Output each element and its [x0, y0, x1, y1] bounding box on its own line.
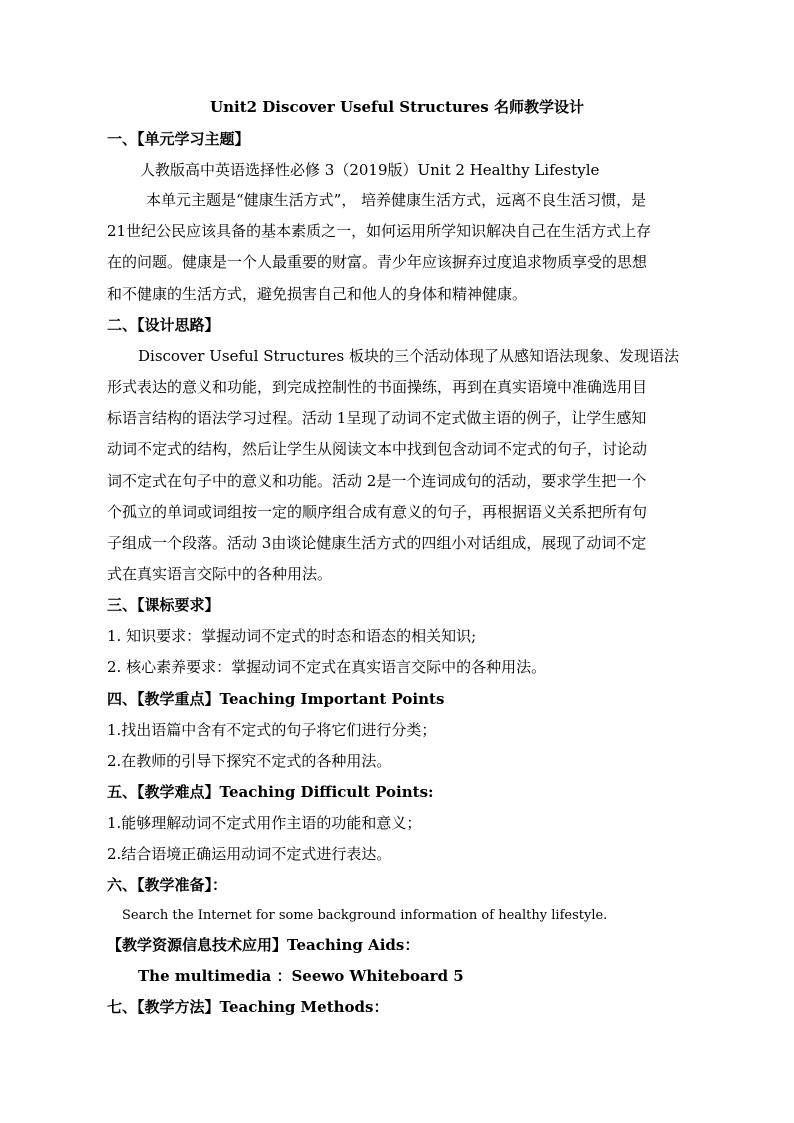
section-2-line-2: 形式表达的意义和功能，到完成控制性的书面操练，再到在真实语境中准确选用目: [107, 378, 648, 396]
section-2-line-3: 标语言结构的语法学习过程。活动 1呈现了动词不定式做主语的例子，让学生感知: [107, 409, 647, 427]
section-3-heading: 三、【课标要求】: [107, 596, 220, 614]
section-1-line-5: 和不健康的生活方式，避免损害自己和他人的身体和精神健康。: [107, 285, 528, 303]
section-4-line-1: 1.找出语篇中含有不定式的句子将它们进行分类；: [107, 721, 437, 739]
section-6-heading: 六、【教学准备】：: [107, 876, 228, 894]
section-1-heading: 一、【单元学习主题】: [107, 130, 250, 148]
section-5-line-2: 2.结合语境正确运用动词不定式进行表达。: [107, 845, 392, 863]
section-2-line-5: 词不定式在句子中的意义和功能。活动 2是一个连词成句的活动，要求学生把一个: [107, 472, 647, 490]
page-title: Unit2 Discover Useful Structures 名师教学设计: [210, 98, 584, 116]
section-4-heading: 四、【教学重点】Teaching Important Points: [107, 690, 445, 708]
section-7-heading: 七、【教学方法】Teaching Methods：: [107, 998, 389, 1016]
section-6-line-1: Search the Internet for some background information of healthy lifestyle.: [122, 908, 608, 923]
section-6-line-3: The multimedia ：Seewo Whiteboard 5: [138, 967, 464, 985]
section-1-line-2: 本单元主题是“健康生活方式”， 培养健康生活方式，远离不良生活习惯，是: [146, 191, 647, 209]
section-2-line-6: 个孤立的单词或词组按一定的顺序组合成有意义的句子，再根据语义关系把所有句: [107, 503, 648, 521]
section-1-line-4: 在的问题。健康是一个人最重要的财富。青少年应该摒弃过度追求物质享受的思想: [107, 253, 648, 271]
section-1-line-3: 21世纪公民应该具备的基本素质之一，如何运用所学知识解决自己在生活方式上存: [107, 222, 652, 240]
section-4-line-2: 2.在教师的引导下探究不定式的各种用法。: [107, 752, 392, 770]
section-2-line-8: 式在真实语言交际中的各种用法。: [107, 565, 333, 583]
section-5-line-1: 1.能够理解动词不定式用作主语的功能和意义；: [107, 814, 422, 832]
section-2-line-4: 动词不定式的结构，然后让学生从阅读文本中找到包含动词不定式的句子，讨论动: [107, 440, 648, 458]
section-3-line-1: 1. 知识要求：掌握动词不定式的时态和语态的相关知识;: [107, 627, 477, 645]
section-2-heading: 二、【设计思路】: [107, 316, 220, 334]
section-1-line-1: 人教版高中英语选择性必修 3（2019版）Unit 2 Healthy Lifestyle: [140, 161, 600, 179]
section-2-line-7: 子组成一个段落。活动 3由谈论健康生活方式的四组小对话组成，展现了动词不定: [107, 534, 647, 552]
section-6-line-2: 【教学资源信息技术应用】Teaching Aids：: [107, 936, 420, 954]
section-5-heading: 五、【教学难点】Teaching Difficult Points:: [107, 783, 434, 801]
section-3-line-2: 2. 核心素养要求：掌握动词不定式在真实语言交际中的各种用法。: [107, 658, 547, 676]
section-2-line-1: Discover Useful Structures 板块的三个活动体现了从感知语法现象、发现语法: [138, 347, 679, 365]
